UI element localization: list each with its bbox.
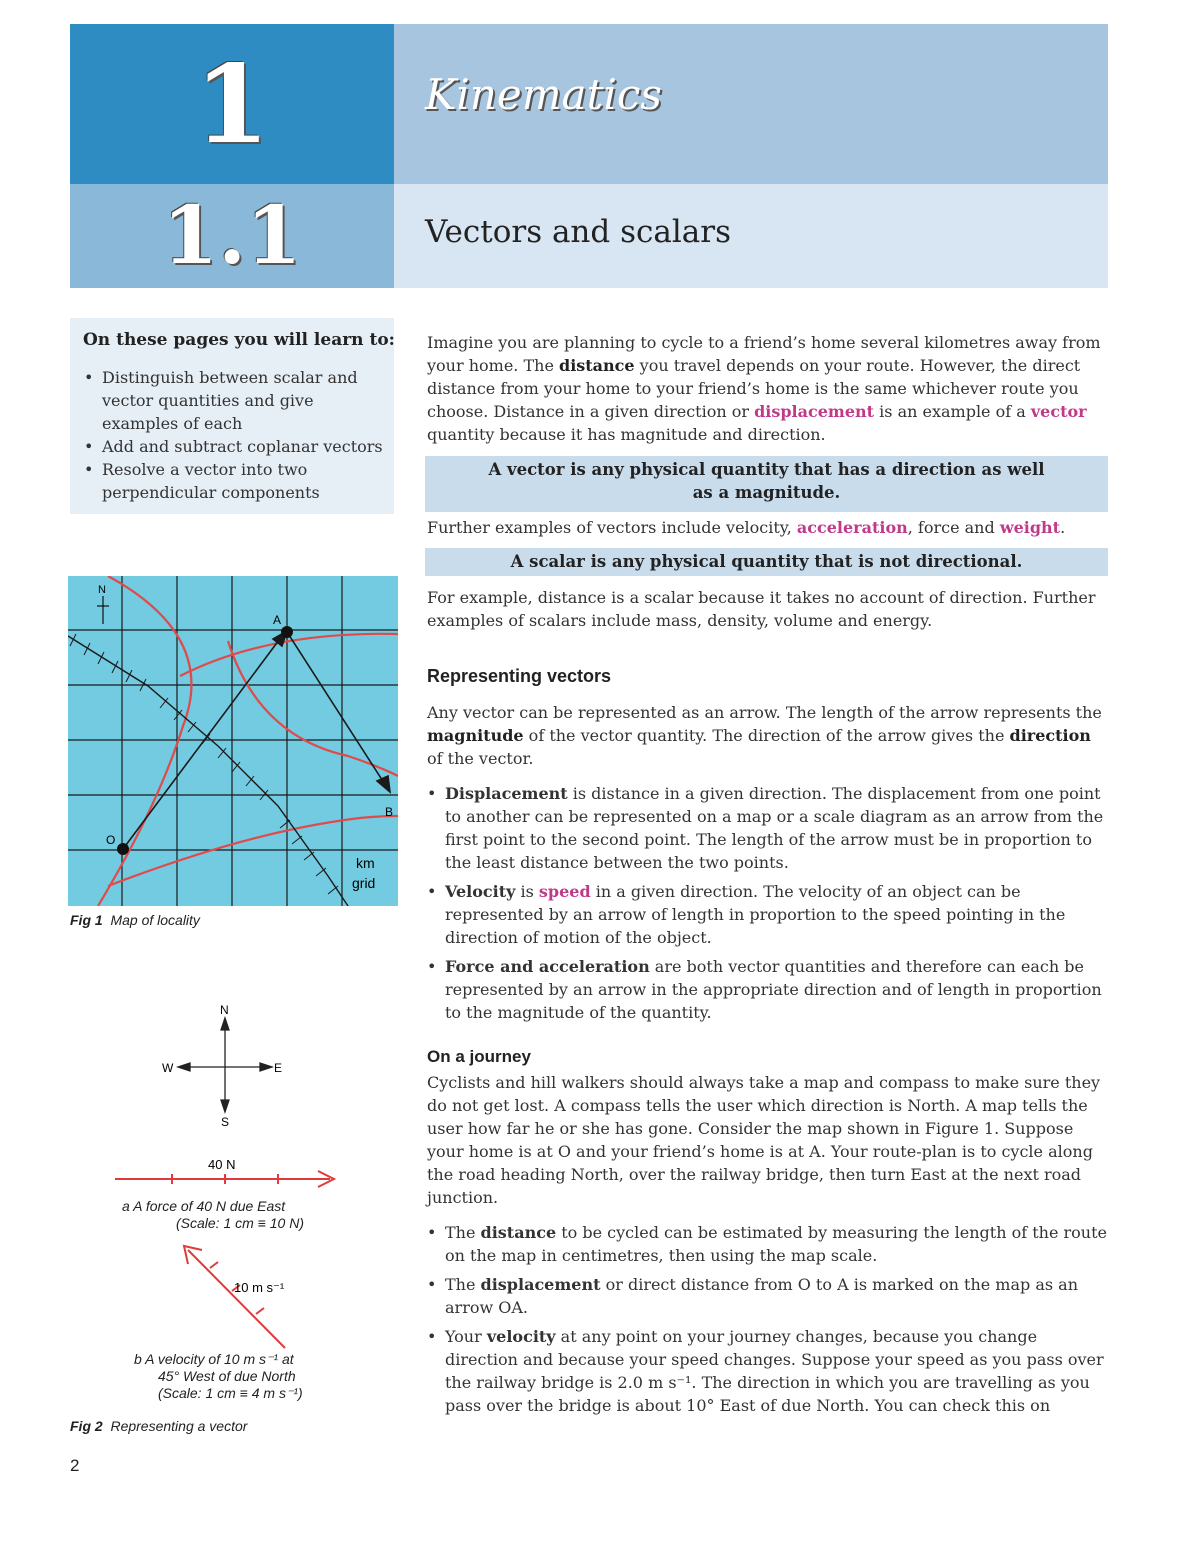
learning-objectives-heading: On these pages you will learn to: — [83, 330, 395, 350]
learning-objective: • Distinguish between scalar and vector quantities and give examples of each — [84, 368, 358, 433]
compass-n-label: N — [220, 1003, 229, 1017]
point-a-label: A — [273, 613, 282, 627]
compass-rose — [178, 1018, 272, 1112]
force-arrow-label: 40 N — [208, 1157, 236, 1172]
fig2a-caption: a A force of 40 N due East (Scale: 1 cm ≡ 10 N) — [122, 1198, 304, 1231]
journey-paragraph: Cyclists and hill walkers should always take a map and compass to make sure they do not get lost. A compass tells the user which direction is North. A map tells the user how far he or she has gone. Consider the map shown in Figure 1. Suppose your home is at O and your friend’s home is at A. Your route-plan is to cycle along the road heading North, over the railway bridge, then turn East at the next road junction. — [427, 1073, 1101, 1207]
vector-examples-paragraph: Further examples of vectors include velocity, acceleration, force and weight. — [427, 518, 1066, 537]
page-number: 2 — [70, 1456, 80, 1475]
learning-objective: • Add and subtract coplanar vectors — [84, 437, 383, 456]
displacement-bullet: • Displacement is distance in a given direction. The displacement from one point to another can be represented on a map or a scale diagram as an arrow from the first point to the second point. The length of the arrow must be in proportion to the least distance between the two points. — [427, 784, 1104, 872]
compass-s-label: S — [221, 1115, 230, 1129]
point-b-label: B — [385, 805, 394, 819]
journey-distance-bullet: • The distance to be cycled can be estimated by measuring the length of the route on the map in centimetres, then using the map scale. — [427, 1223, 1107, 1265]
force-arrow — [115, 1171, 334, 1187]
chapter-number: 1 — [194, 42, 270, 168]
journey-velocity-bullet: • Your velocity at any point on your journey changes, because you change direction and because your speed changes. Suppose your speed as you pass over the railway bridge is 2.0 m s⁻¹. The direction in which you are travelling as you pass over the bridge is about 10° East of due North. You can check this on — [427, 1327, 1104, 1415]
grid-label-grid: grid — [352, 875, 376, 891]
map-water — [68, 576, 398, 906]
fig1-map — [68, 576, 398, 906]
scalar-definition-box: A scalar is any physical quantity that is not directional. — [425, 548, 1108, 576]
point-o-label: O — [106, 833, 116, 847]
representing-paragraph: Any vector can be represented as an arrow. The length of the arrow represents the magnitude of the vector quantity. The direction of the arrow gives the direction of the vector. — [427, 703, 1102, 768]
representing-vectors-heading: Representing vectors — [427, 666, 612, 686]
fig2-diagram — [110, 1000, 350, 1360]
north-label: N — [98, 584, 106, 596]
intro-paragraph: Imagine you are planning to cycle to a friend’s home several kilometres away from your home. The distance you travel depends on your route. However, the direct distance from your home to your friend’s home is the same whichever route you choose. Distance in a given direction or displacement is an example of a vector quantity because it has magnitude and direction. — [427, 333, 1101, 444]
vector-definition-box: A vector is any physical quantity that has a direction as well as a magnitude. — [425, 456, 1108, 512]
section-number: 1.1 — [162, 188, 302, 282]
fig2b-caption: b A velocity of 10 m s⁻¹ at 45° West of due North (Scale: 1 cm ≡ 4 m s⁻¹) — [134, 1351, 303, 1401]
fig1-caption: Fig 1 Map of locality — [70, 912, 200, 928]
chapter-title: Kinematics — [425, 70, 662, 119]
velocity-arrow — [184, 1246, 285, 1348]
scalar-examples-paragraph: For example, distance is a scalar because it takes no account of direction. Further examples of scalars include mass, density, volume and energy. — [427, 588, 1096, 630]
journey-heading: On a journey — [427, 1047, 531, 1066]
grid-label-km: km — [356, 855, 375, 871]
point-o-marker — [117, 843, 129, 855]
point-a-marker — [281, 626, 293, 638]
section-title: Vectors and scalars — [425, 214, 731, 250]
velocity-arrow-label: 10 m s⁻¹ — [234, 1280, 285, 1295]
force-acceleration-bullet: • Force and acceleration are both vector quantities and therefore can each be represented by an arrow in the appropriate direction and of length in proportion to the magnitude of the quantity. — [427, 957, 1102, 1022]
compass-e-label: E — [274, 1061, 283, 1075]
velocity-bullet: • Velocity is speed in a given direction. The velocity of an object can be represented by an arrow of length in proportion to the speed pointing in the direction of motion of the object. — [427, 882, 1066, 947]
learning-objective: • Resolve a vector into two perpendicular components — [84, 460, 320, 502]
fig2-caption: Fig 2 Representing a vector — [70, 1418, 248, 1434]
compass-w-label: W — [162, 1061, 174, 1075]
journey-displacement-bullet: • The displacement or direct distance from O to A is marked on the map as an arrow OA. — [427, 1275, 1079, 1317]
